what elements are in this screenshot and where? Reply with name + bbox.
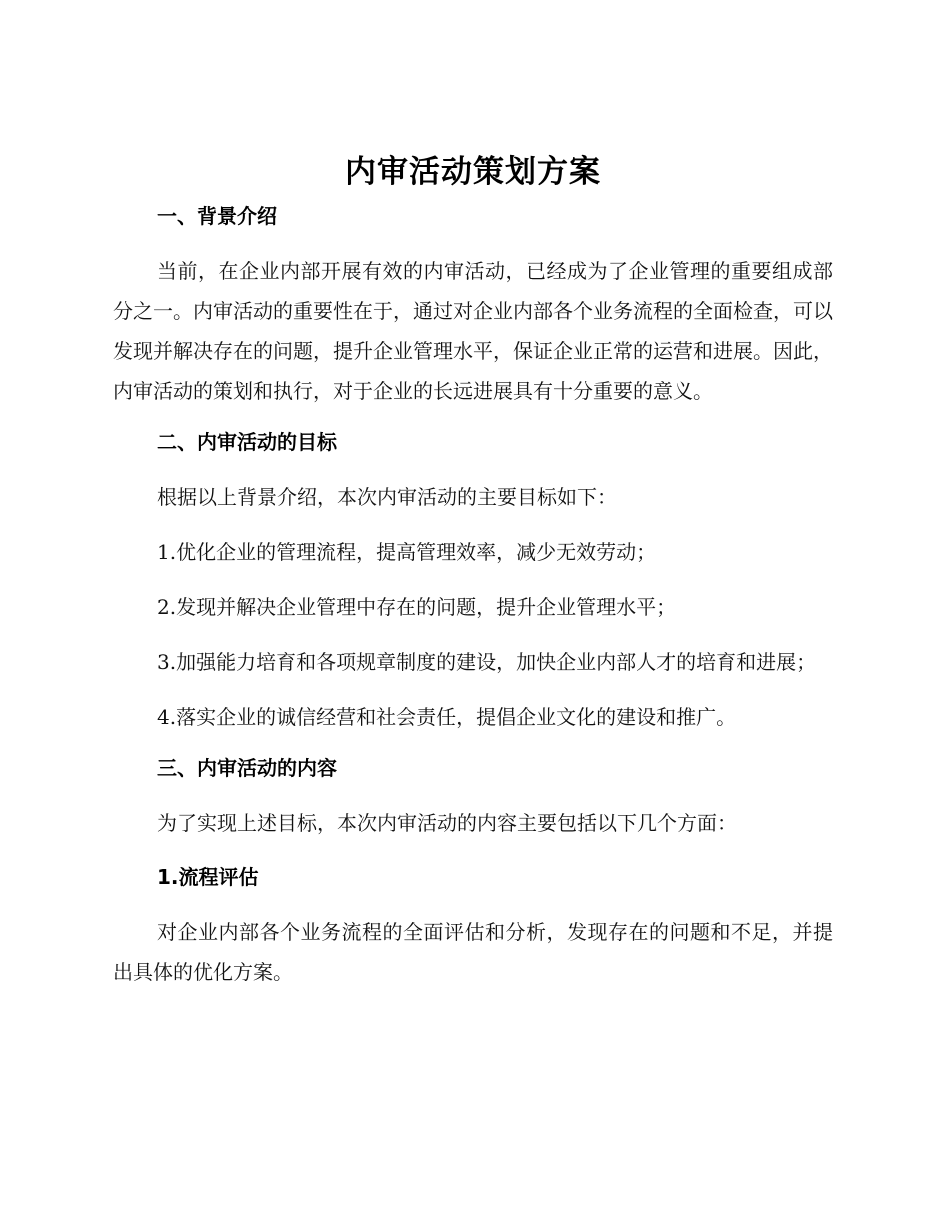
goal-item: 4.落实企业的诚信经营和社会责任，提倡企业文化的建设和推广。 xyxy=(157,705,737,729)
subsection-heading-process-assessment: 1.流程评估 xyxy=(157,865,259,889)
document-title: 内审活动策划方案 xyxy=(345,154,601,190)
goal-item: 2.发现并解决企业管理中存在的问题，提升企业管理水平； xyxy=(157,595,677,619)
goals-intro: 根据以上背景介绍，本次内审活动的主要目标如下： xyxy=(157,485,617,509)
document-page xyxy=(113,150,833,992)
goal-item: 3.加强能力培育和各项规章制度的建设，加快企业内部人才的培育和进展； xyxy=(157,650,817,674)
process-assessment-paragraph: 对企业内部各个业务流程的全面评估和分析，发现存在的问题和不足，并提出具体的优化方案。 xyxy=(113,920,833,984)
goal-item: 1.优化企业的管理流程，提高管理效率，减少无效劳动； xyxy=(157,540,657,564)
section-heading-goals: 二、内审活动的目标 xyxy=(157,430,337,454)
content-intro: 为了实现上述目标，本次内审活动的内容主要包括以下几个方面： xyxy=(157,811,737,835)
background-paragraph: 当前，在企业内部开展有效的内审活动，已经成为了企业管理的重要组成部分之一。内审活动的重要性在于，通过对企业内部各个业务流程的全面检查，可以发现并解决存在的问题，提升企业管理水平，保证企业正常的运营和进展。因此，内审活动的策划和执行，对于企业的长远进展具有十分重要的意义。 xyxy=(113,259,833,403)
section-heading-content: 三、内审活动的内容 xyxy=(157,756,337,780)
section-heading-background: 一、背景介绍 xyxy=(157,204,277,228)
